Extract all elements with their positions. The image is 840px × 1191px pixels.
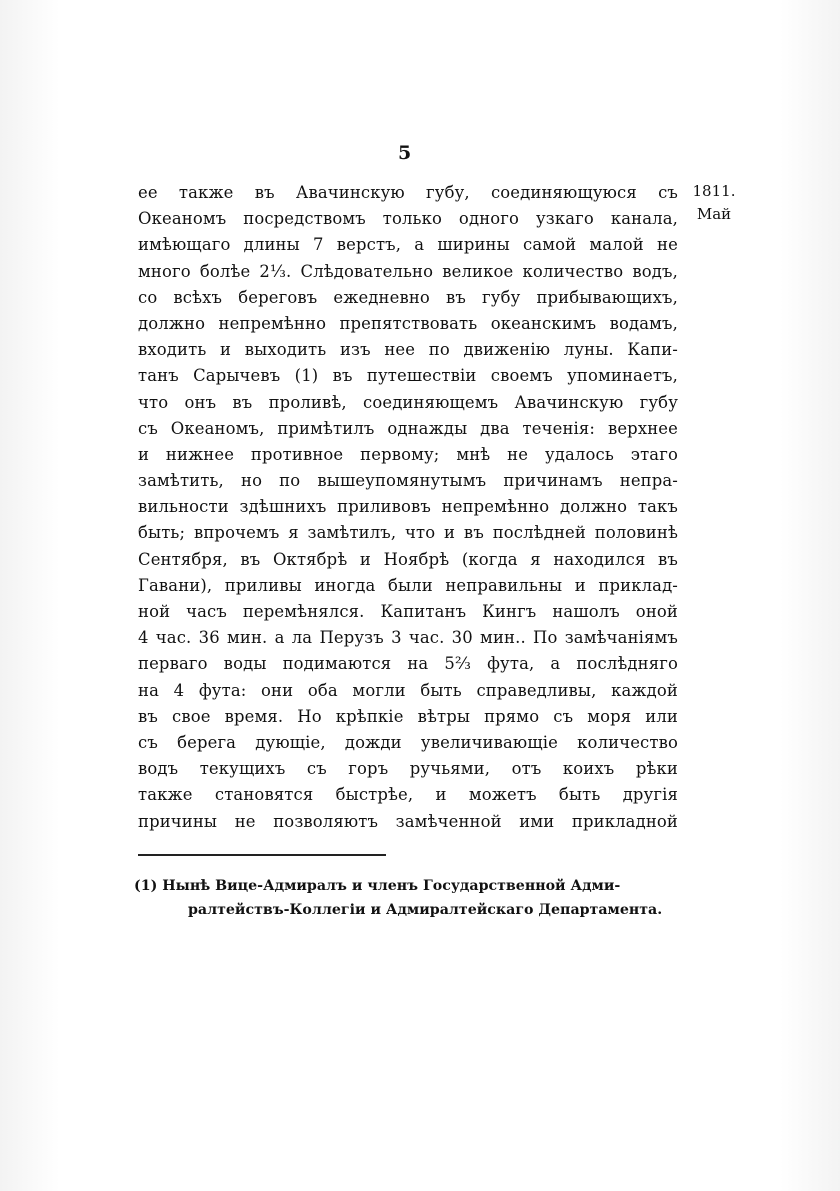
text-line: Гавани), приливы иногда были неправильны и приклад- [138, 575, 678, 595]
text-line: ной часъ перемѣнялся. Капитанъ Кингъ нашолъ оной [138, 602, 678, 621]
text-line: ее также въ Авачинскую губу, соединяющуюся съ [138, 183, 678, 202]
text-line: быть; впрочемъ я замѣтилъ, что и въ послѣдней половинѣ [138, 523, 678, 543]
text-line: въ свое время. Но крѣпкіе вѣтры прямо съ моря или [138, 706, 678, 726]
footnote-line: ралтействъ-Коллегіи и Адмиралтейскаго Департамента. [188, 902, 663, 918]
footnote-line: (1) Нынѣ Вице-Адмиралъ и членъ Государственной Адми- [134, 878, 621, 894]
text-line: и нижнее противное первому; мнѣ не удалось этаго [138, 444, 678, 464]
text-line: съ берега дующіе, дожди увеличивающіе количество [138, 732, 678, 752]
footnote-rule [138, 854, 386, 856]
text-line: съ Океаномъ, примѣтилъ однажды два теченія: верхнее [138, 418, 678, 438]
text-line: на 4 фута: они оба могли быть справедливы, каждой [138, 680, 678, 700]
text-line: Сентября, въ Октябрѣ и Ноябрѣ (когда я находился въ [138, 549, 678, 569]
margin-year: 1811. [692, 182, 736, 200]
text-line: должно непремѣнно препятствовать океанскимъ водамъ, [138, 313, 678, 333]
text-line: перваго воды подимаются на 5⅔ фута, а послѣдняго [138, 654, 678, 674]
text-line: что онъ въ проливѣ, соединяющемъ Авачинскую губу [138, 392, 678, 412]
text-line: замѣтить, но по вышеупомянутымъ причинамъ непра- [138, 471, 678, 491]
text-line: танъ Сарычевъ (1) въ путешествіи своемъ упоминаетъ, [138, 366, 678, 386]
text-line: Океаномъ посредствомъ только одного узкаго канала, [138, 209, 678, 229]
text-line: имѣющаго длины 7 верстъ, а ширины самой малой не [138, 235, 678, 255]
text-line: водъ текущихъ съ горъ ручьями, отъ коихъ рѣки [138, 759, 678, 779]
margin-month: Май [696, 205, 732, 223]
text-line: со всѣхъ береговъ ежедневно въ губу прибывающихъ, [138, 287, 678, 307]
footnote [134, 874, 674, 922]
text-line: вильности здѣшнихъ приливовъ непремѣнно должно такъ [138, 497, 678, 517]
text-line: входить и выходить изъ нее по движенію луны. Капи- [138, 340, 678, 360]
text-line: также становятся быстрѣе, и можетъ быть другія [138, 785, 678, 805]
text-line: причины не позволяютъ замѣченной ими прикладной [138, 811, 678, 831]
margin-date-note [686, 180, 742, 226]
text-line: 4 час. 36 мин. а ла Перузъ 3 час. 30 мин.. По замѣчаніямъ [138, 628, 678, 648]
page-number: 5 [398, 142, 412, 164]
text-line: много болѣе 2⅓. Слѣдовательно великое количество водъ, [138, 261, 678, 281]
body-text [138, 180, 678, 835]
